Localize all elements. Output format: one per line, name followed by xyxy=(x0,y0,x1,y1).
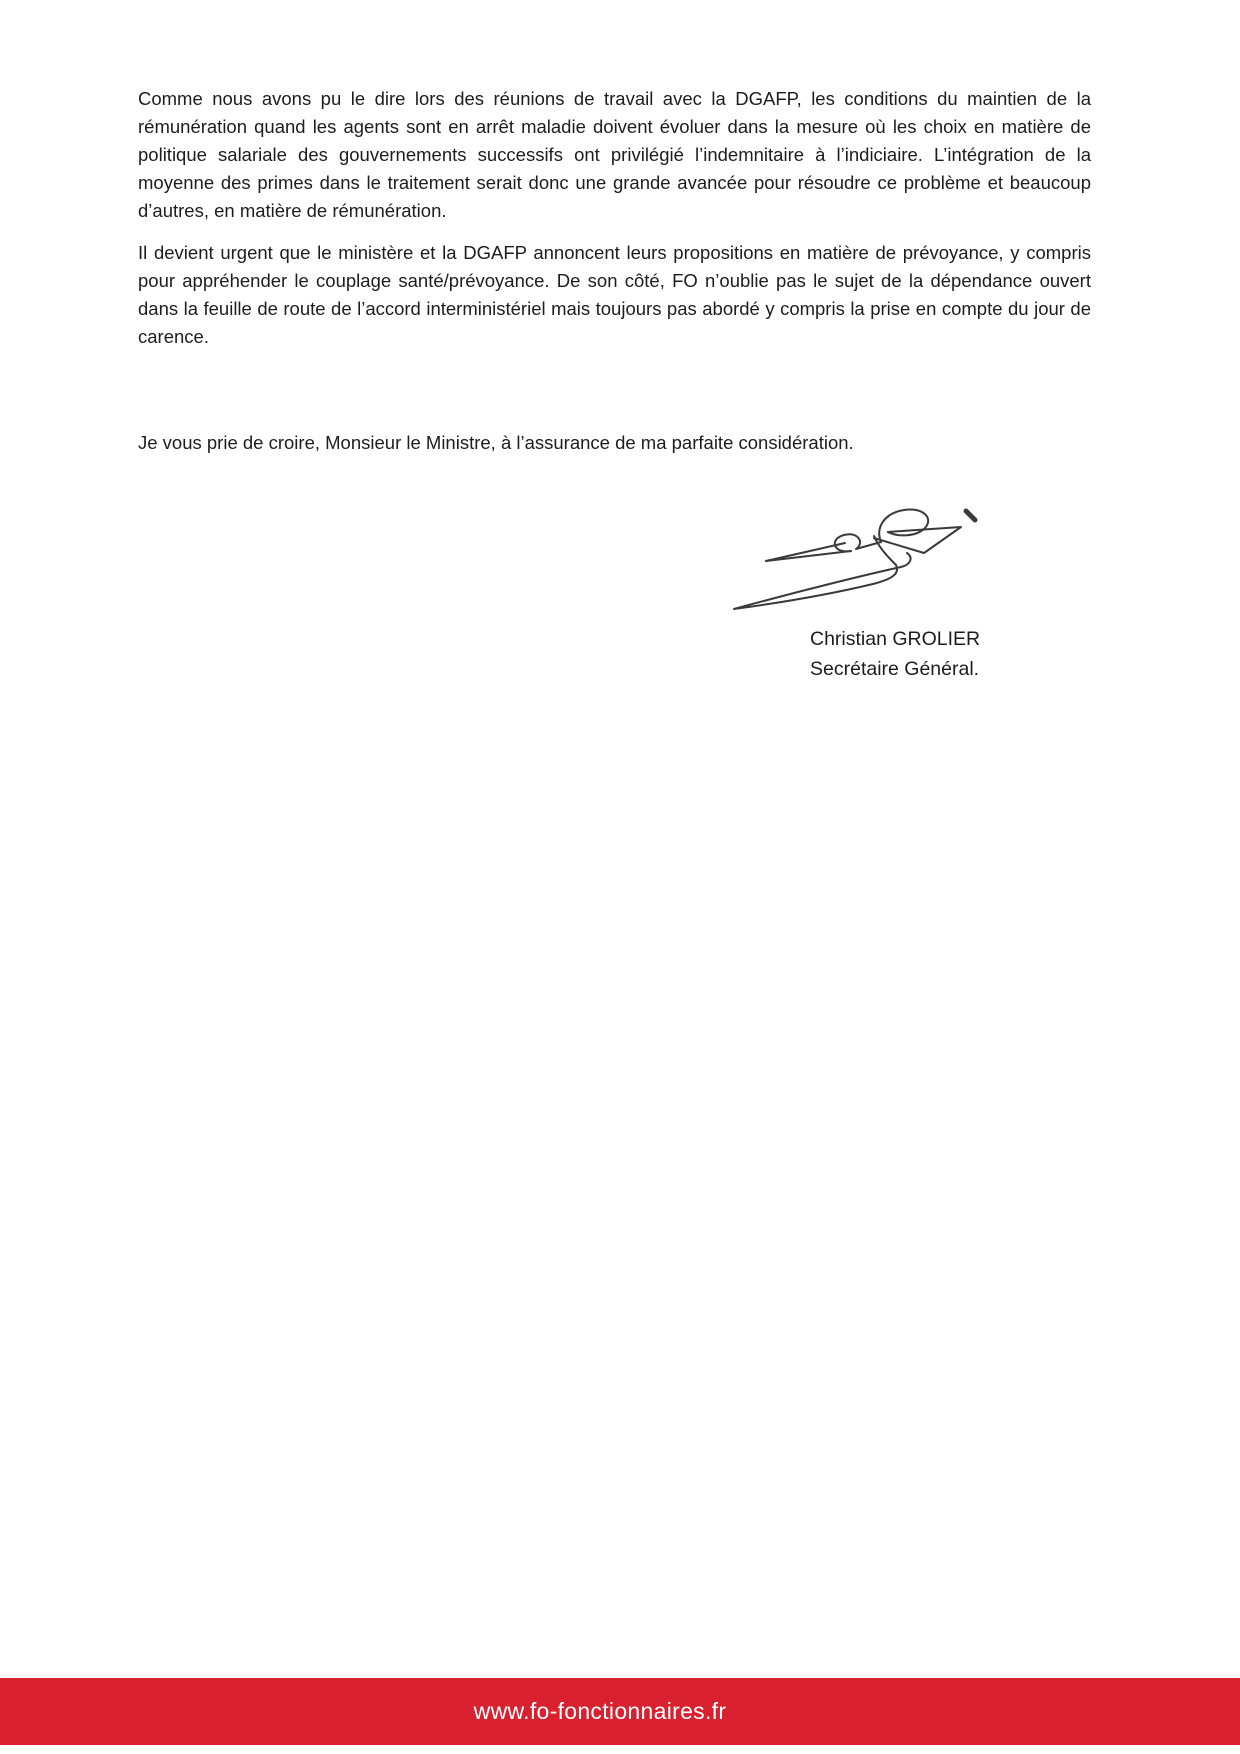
signatory-name: Christian GROLIER xyxy=(810,628,981,650)
footer-bar xyxy=(0,1678,1240,1745)
handwritten-signature-icon xyxy=(723,499,993,614)
paragraph-remuneration: Comme nous avons pu le dire lors des réunions de travail avec la DGAFP, les conditions du maintien de la rémunération quand les agents sont en arrêt maladie doivent évoluer dans la mesure où les choix en matière de politique salariale des gouvernements successifs ont privilégié l’indemnitaire à l’indiciaire. L’intégration de la moyenne des primes dans le traitement serait donc une grande avancée pour résoudre ce problème et beaucoup d’autres, en matière de rémunération. xyxy=(138,88,1091,221)
letter-body xyxy=(138,0,1091,759)
paragraph-prevoyance: Il devient urgent que le ministère et la DGAFP annoncent leurs propositions en matière de prévoyance, y compris pour appréhender le couplage santé/prévoyance. De son côté, FO n’oublie pas le sujet de la dépendance ouvert dans la feuille de route de l’accord interministériel mais toujours pas abordé y compris la prise en compte du jour de carence. xyxy=(138,242,1091,347)
signatory-title: Secrétaire Général. xyxy=(810,658,980,680)
footer-url[interactable]: www.fo-fonctionnaires.fr xyxy=(473,1698,727,1724)
signature-block xyxy=(138,499,1091,759)
closing-salutation: Je vous prie de croire, Monsieur le Ministre, à l’assurance de ma parfaite considération. xyxy=(138,432,854,453)
signatory xyxy=(810,624,980,684)
